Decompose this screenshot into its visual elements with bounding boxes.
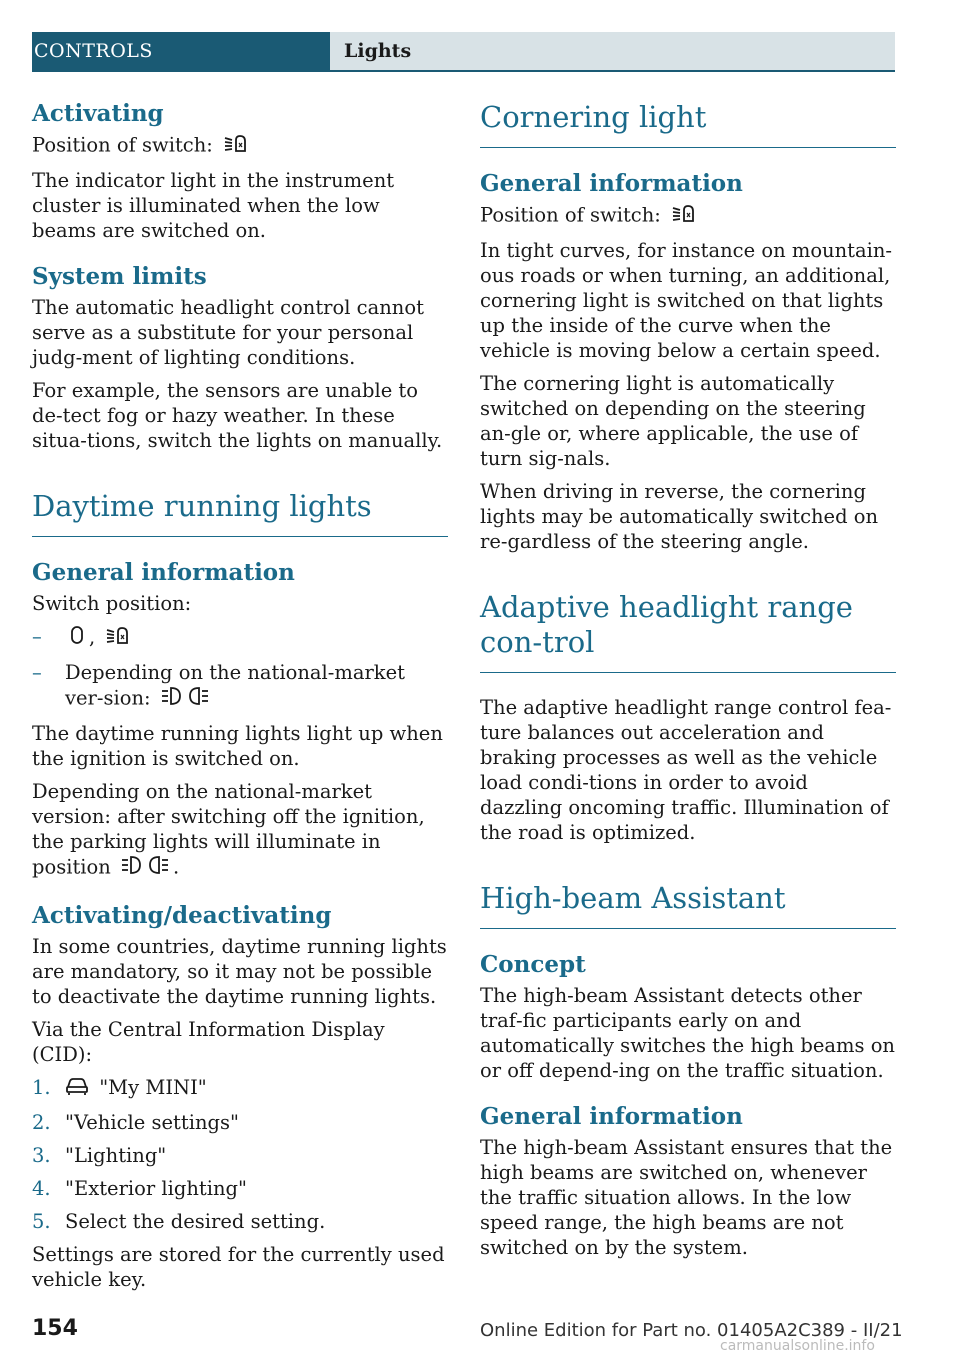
act-text-1: In some countries, daytime running lights are mandatory, so it may not be possible to deactivate the daytime running lights.	[32, 935, 447, 1008]
limits-text-2: For example, the sensors are unable to de‐tect fog or hazy weather. In these situa‐tions, switch the lights on manually.	[32, 379, 443, 452]
activating-switch-position: Position of switch:	[32, 132, 448, 160]
heading-activating: Activating	[32, 100, 164, 127]
heading-drl-general-information: General information	[32, 559, 295, 586]
heading-cornering-light: Cornering light	[480, 100, 896, 148]
parking-lights-icon	[161, 685, 209, 713]
list-item: 2. "Vehicle settings"	[32, 1110, 239, 1134]
drl-text-1: The daytime running lights light up when the ignition is switched on.	[32, 722, 443, 770]
list-item: 3. "Lighting"	[32, 1143, 167, 1167]
page-number: 154	[32, 1316, 78, 1341]
page-header	[32, 32, 895, 72]
header-rule	[32, 70, 895, 72]
heading-adaptive-headlight-range-control: Adaptive headlight range con‐trol	[480, 590, 896, 673]
cornering-switch-position: Position of switch:	[480, 202, 896, 230]
limits-text-1: The automatic headlight control cannot serve as a substitute for your personal judg‐ment of lighting conditions.	[32, 296, 424, 369]
left-column	[32, 100, 448, 1300]
cornering-text-2: The cornering light is automatically switched on depending on the steering an‐gle or, where applicable, the use of turn sig‐nals.	[480, 372, 866, 470]
list-item: – Depending on the national-market ver‐sion:	[32, 660, 448, 713]
parking-lights-icon	[121, 854, 169, 882]
heading-high-beam-assistant: High-beam Assistant	[480, 881, 896, 929]
hba-general-text: The high-beam Assistant ensures that the high beams are switched on, whenever the traffic situation allows. In the low speed range, the high beams are not switched on by the system.	[480, 1136, 893, 1259]
list-item: – ,	[32, 624, 448, 652]
heading-system-limits: System limits	[32, 263, 207, 290]
drl-text-2: Depending on the national-market version: after switching off the ignition, the parking lights will illuminate in position .	[32, 779, 448, 882]
car-icon	[65, 1076, 89, 1102]
watermark: carmanualsonline.info	[720, 1338, 875, 1354]
right-column	[480, 100, 896, 1268]
list-item: 4. "Exterior lighting"	[32, 1176, 247, 1200]
drl-switch-position: Switch position:	[32, 592, 192, 615]
heading-concept: Concept	[480, 951, 586, 978]
cornering-text-3: When driving in reverse, the cornering lights may be automatically switched on re‐gardless of the steering angle.	[480, 480, 879, 553]
heading-daytime-running-lights: Daytime running lights	[32, 489, 448, 537]
heading-cornering-general-information: General information	[480, 170, 743, 197]
cornering-text-1: In tight curves, for instance on mountain‐ous roads or when turning, an additional, cornering light is switched on that lights up the inside of the curve when the vehicle is moving below a certain speed.	[480, 239, 893, 362]
header-section: CONTROLS	[32, 32, 330, 70]
auto-headlight-icon	[105, 624, 131, 652]
lights-off-icon	[69, 624, 85, 652]
footer-edition: Online Edition for Part no. 01405A2C389 - II/21	[480, 1320, 903, 1341]
list-item: 1. "My MINI"	[32, 1075, 448, 1102]
settings-steps	[32, 1075, 448, 1234]
drl-switch-list	[32, 624, 448, 713]
act-text-3: Settings are stored for the currently used vehicle key.	[32, 1242, 445, 1291]
act-text-2: Via the Central Information Display (CID):	[32, 1018, 385, 1066]
heading-activating-deactivating: Activating/deactivating	[32, 902, 332, 929]
list-item: 5. Select the desired setting.	[32, 1209, 326, 1233]
auto-headlight-icon	[223, 132, 249, 160]
concept-text: The high-beam Assistant detects other traf‐fic participants early on and automatically switches the high beams on or off depend‐ing on the traffic situation.	[480, 984, 895, 1082]
heading-hba-general-information: General information	[480, 1103, 743, 1130]
header-topic: Lights	[330, 32, 895, 70]
auto-headlight-icon	[671, 202, 697, 230]
ahrc-text: The adaptive headlight range control fea‐ture balances out acceleration and braking processes as well as the vehicle load condi‐tions in order to avoid dazzling oncoming traffic. Illumination of the road is optimized.	[480, 696, 892, 844]
activating-text: The indicator light in the instrument cluster is illuminated when the low beams are switched on.	[32, 169, 395, 242]
